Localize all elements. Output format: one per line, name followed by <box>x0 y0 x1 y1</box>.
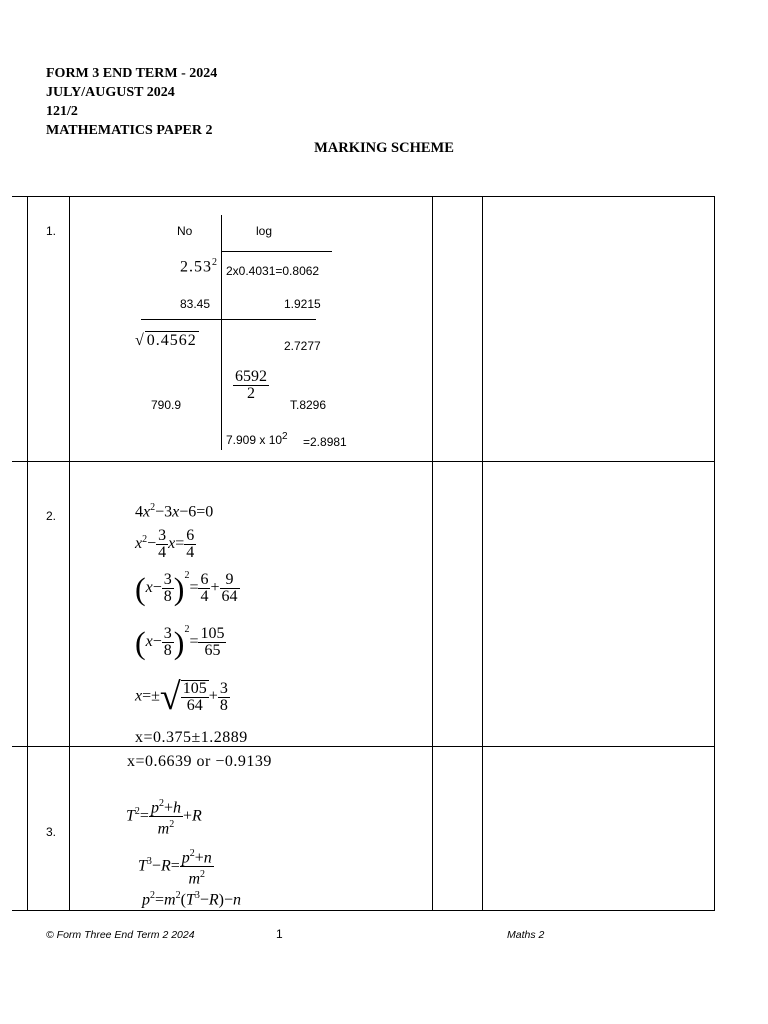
col-header-no: No <box>177 224 193 238</box>
row2-number: 83.45 <box>180 297 211 311</box>
q2-solutions: x=0.6639 or −0.9139 <box>127 753 272 770</box>
header-line-code: 121/2 <box>46 104 78 119</box>
header-line-subject: MATHEMATICS PAPER 2 <box>46 123 213 138</box>
row5-number: 7.909 x $10^2$ <box>226 431 288 447</box>
footer-subject: Maths 2 <box>507 929 545 941</box>
q3-step1: $T^2=$ $\frac{p^2+h}{m^2}$ +R <box>126 798 202 838</box>
question-number-1: 1. <box>46 224 57 238</box>
row3-number: √ 0.4562 <box>135 332 197 349</box>
question-number-2: 2. <box>46 509 57 523</box>
row1-log: 2x0.4031=0.8062 <box>226 264 320 278</box>
row5-log: =2.8981 <box>303 435 347 449</box>
row3-log: 2.7277 <box>284 339 321 353</box>
row4-log: T.8296 <box>290 398 327 412</box>
row4-fraction: $\frac{6592}{2}$ <box>235 368 267 402</box>
q2-step2: $x^2-$ $\frac{3}{4}$ x= $\frac{6}{4}$ <box>135 527 195 561</box>
q2-step1: $4x^2-3x-6=0$ <box>135 502 214 521</box>
q2-step4: (x− $\frac{3}{8}$ )$^2$= $\frac{105}{65}$ <box>135 624 225 661</box>
row4-number: 790.9 <box>151 398 182 412</box>
header-line-form: FORM 3 END TERM - 2024 <box>46 66 218 81</box>
row2-log: 1.9215 <box>284 297 321 311</box>
question-number-3: 3. <box>46 825 57 839</box>
page-title: MARKING SCHEME <box>314 140 454 156</box>
header-line-date: JULY/AUGUST 2024 <box>46 85 175 100</box>
q2-step3: (x− $\frac{3}{8}$ )$^2$= $\frac{6}{4}$ + $\frac{9}{64}$ <box>135 570 238 607</box>
q3-step3: $p^2=m^2(T^3-R)-n$ <box>142 890 241 909</box>
page-number: 1 <box>276 927 283 941</box>
q2-result: x=0.375±1.2889 <box>135 729 248 746</box>
footer-copyright: © Form Three End Term 2 2024 <box>46 929 195 941</box>
col-header-log: log <box>256 224 273 238</box>
q2-step5: x=±√ $\frac{105}{64}$ + $\frac{3}{8}$ <box>135 676 228 718</box>
row1-number: 2.53$^2$ <box>180 257 218 276</box>
q3-step2: $T^3-R=$ $\frac{p^2+n}{m^2}$ <box>138 848 212 888</box>
